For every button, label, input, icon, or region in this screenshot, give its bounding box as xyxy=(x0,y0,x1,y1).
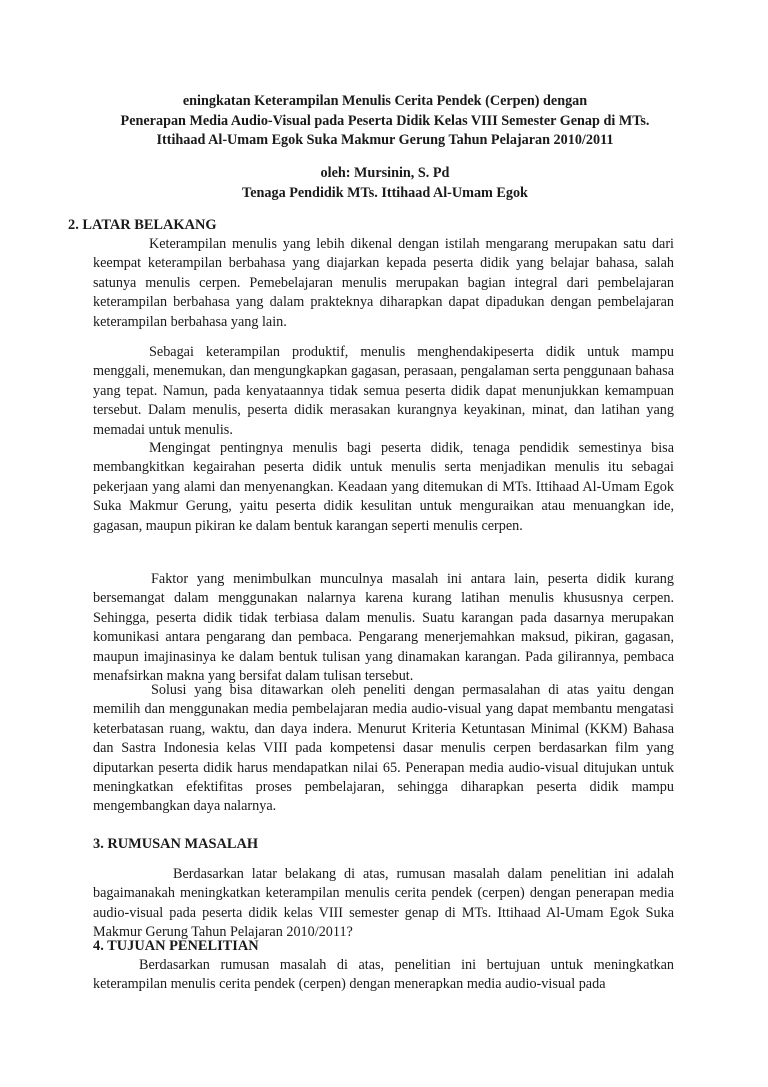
title-line-1: eningkatan Keterampilan Menulis Cerita Pendek (Cerpen) dengan xyxy=(182,93,588,109)
author-name: oleh: Mursinin, S. Pd xyxy=(320,165,450,181)
document-title xyxy=(60,92,710,151)
paragraph-latar-4: Faktor yang menimbulkan munculnya masalah ini antara lain, peserta didik kurang bersemangat dalam menggunakan nalarnya karena kurang latihan menulis khususnya cerpen. Sehingga, peserta didik tidak terbiasa dalam menulis. Suatu karangan pada dasarnya merupakan komunikasi antara pengarang dan pembaca. Pengarang menerjemahkan maksud, pikiran, gagasan, maupun imajinasinya ke dalam bentuk tulisan yang dinamakan karangan. Pada gilirannya, pembaca menafsirkan makna yang bersifat dalam tulisan tersebut. xyxy=(93,571,674,685)
section-heading-rumusan-masalah: 3. RUMUSAN MASALAH xyxy=(93,836,259,852)
author-info xyxy=(60,163,710,203)
paragraph-latar-1: Keterampilan menulis yang lebih dikenal dengan istilah mengarang merupakan satu dari keempat keterampilan berbahasa yang diajarkan kepada peserta didik yang belajar bahasa, salah satunya menulis cerpen. Pemebelajaran menulis merupakan bagian integral dari pembelajaran keterampilan berbahasa yang dalam prakteknya diharapkan dapat dipadukan dengan pembelajaran keterampilan berbahasa yang lain. xyxy=(93,236,674,330)
title-line-2: Penerapan Media Audio-Visual pada Peserta Didik Kelas VIII Semester Genap di MTs. xyxy=(120,112,650,129)
paragraph-latar-3: Mengingat pentingnya menulis bagi peserta didik, tenaga pendidik semestinya bisa membangkitkan kegairahan peserta didik untuk menulis serta menjadikan menulis itu sebagai pekerjaan yang alami dan menyenangkan. Keadaan yang ditemukan di MTs. Ittihaad Al-Umam Egok Suka Makmur Gerung, yaitu peserta didik kesulitan untuk menguraikan atau menuangkan ide, gagasan, maupun pikiran ke dalam bentuk karangan seperti menulis cerpen. xyxy=(93,440,674,534)
paragraph-tujuan: Berdasarkan rumusan masalah di atas, penelitian ini bertujuan untuk meningkatkan keterampilan menulis cerita pendek (cerpen) dengan menerapkan media audio-visual pada xyxy=(93,957,674,993)
paragraph-rumusan: Berdasarkan latar belakang di atas, rumusan masalah dalam penelitian ini adalah bagaimanakah meningkatkan keterampilan menulis cerita pendek (cerpen) dengan penerapan media audio-visual pada peserta didik kelas VIII semester genap di MTs. Ittihaad Al-Umam Egok Suka Makmur Gerung Tahun Pelajaran 2010/2011? xyxy=(93,866,674,941)
author-affiliation: Tenaga Pendidik MTs. Ittihaad Al-Umam Egok xyxy=(242,185,528,201)
section-heading-latar-belakang: 2. LATAR BELAKANG xyxy=(68,217,217,233)
paragraph-latar-2: Sebagai keterampilan produktif, menulis menghendakipeserta didik untuk mampu menggali, menemukan, dan mengungkapkan gagasan, perasaan, pengalaman serta penggunaan bahasa yang tepat. Namun, pada kenyataannya tidak semua peserta didik dapat menunjukkan kemampuan tersebut. Dalam menulis, peserta didik merasakan kurangnya keyakinan, minat, dan latihan yang memadai untuk menulis. xyxy=(93,344,674,438)
title-line-3: Ittihaad Al-Umam Egok Suka Makmur Gerung Tahun Pelajaran 2010/2011 xyxy=(156,132,614,148)
paragraph-latar-5: Solusi yang bisa ditawarkan oleh peneliti dengan permasalahan di atas yaitu dengan memilih dan menggunakan media pembelajaran media audio-visual yang dapat membantu mengatasi keterbatasan ruang, waktu, dan daya indera. Menurut Kriteria Ketuntasan Minimal (KKM) Bahasa dan Sastra Indonesia kelas VIII pada kompetensi dasar menulis cerpen berdasarkan film yang diputarkan peserta didik harus mendapatkan nilai 65. Penerapan media audio-visual ditujukan untuk meningkatkan efektifitas proses pembelajaran, sehingga diharapkan peserta didik mampu mengembangkan daya nalarnya. xyxy=(93,682,674,815)
section-heading-tujuan-penelitian: 4. TUJUAN PENELITIAN xyxy=(93,938,259,954)
